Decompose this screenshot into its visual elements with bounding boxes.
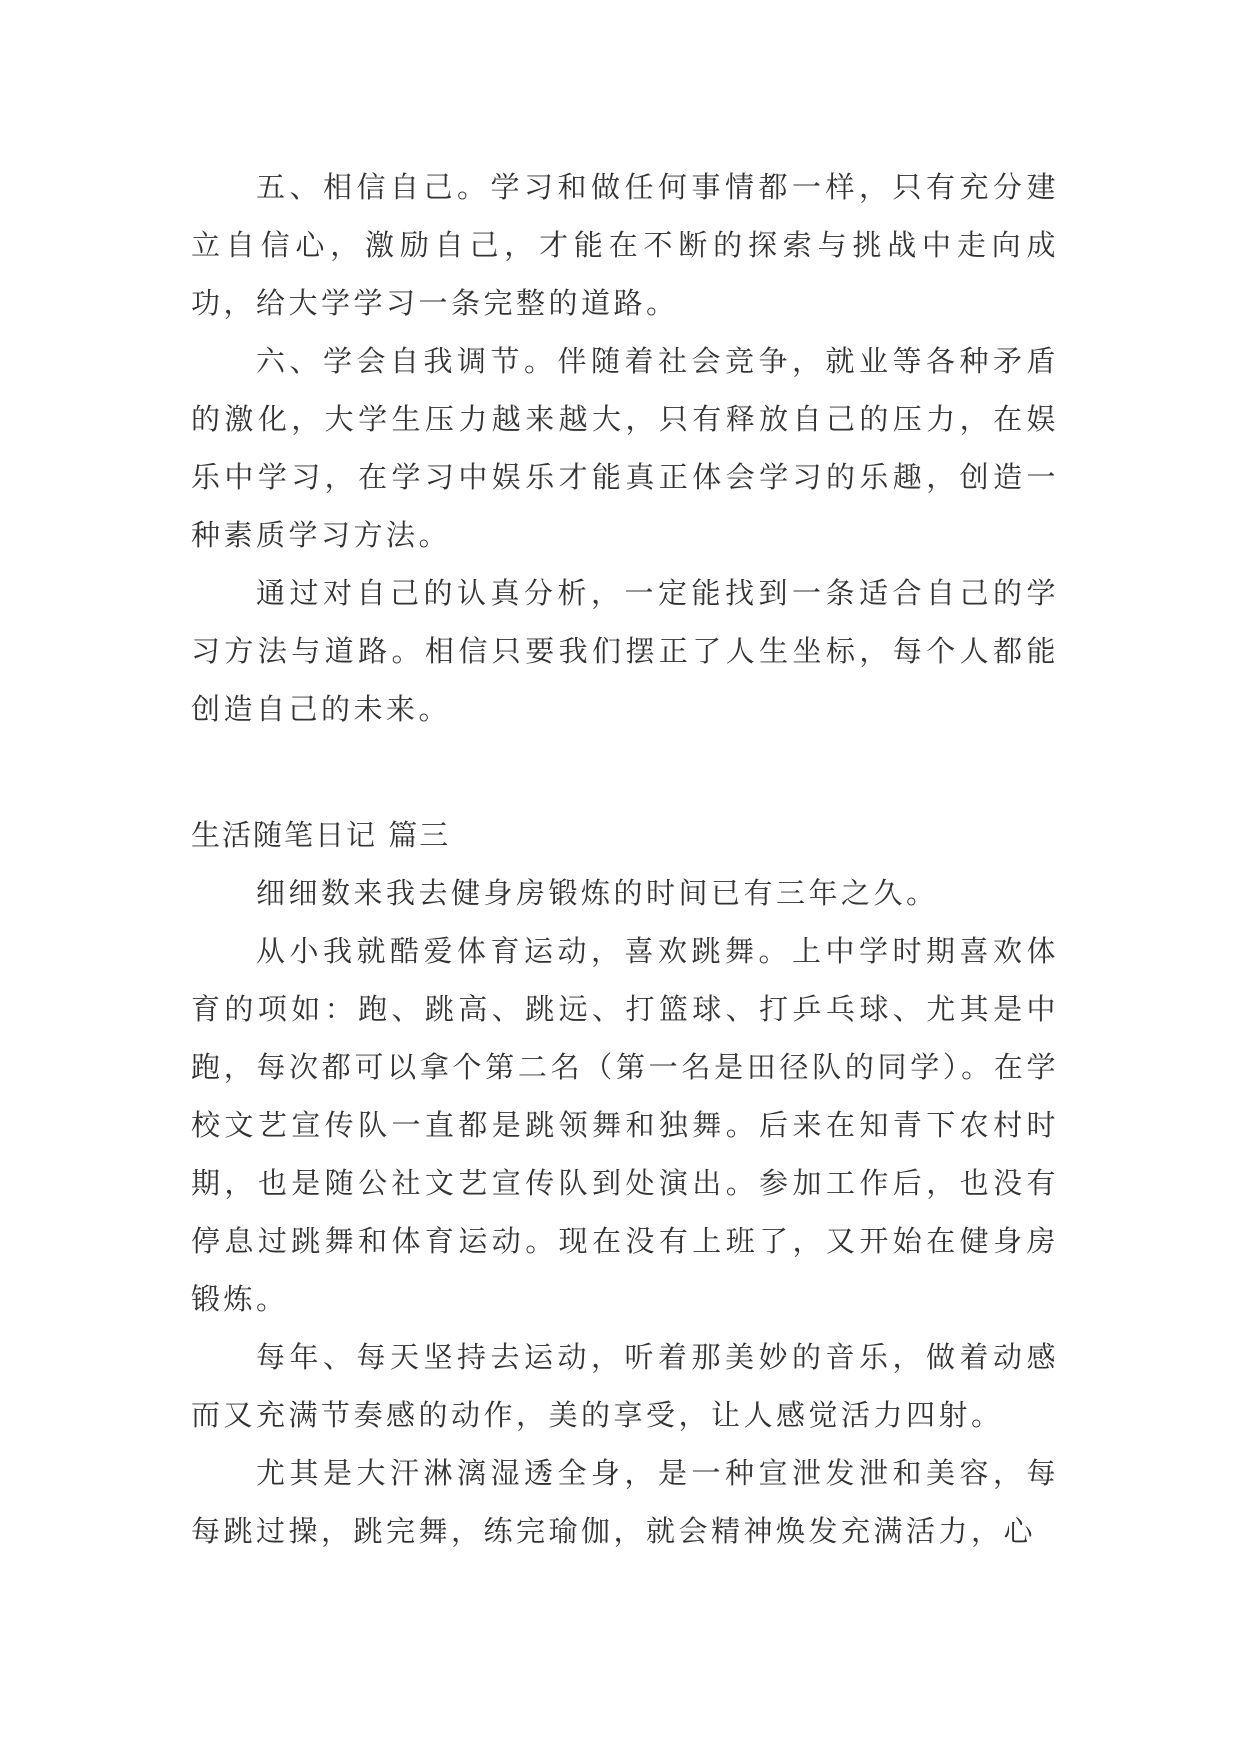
paragraph-self-confidence: 五、相信自己。学习和做任何事情都一样，只有充分建立自信心，激励自己，才能在不断的探索与挑战中走向成功，给大学学习一条完整的道路。 <box>191 170 1059 320</box>
paragraph-conclusion: 通过对自己的认真分析，一定能找到一条适合自己的学习方法与道路。相信只要我们摆正了人生坐标，每个人都能创造自己的未来。 <box>191 576 1059 726</box>
paragraph-daily-exercise: 每年、每天坚持去运动，听着那美妙的音乐，做着动感而又充满节奏感的动作，美的享受，让人感觉活力四射。 <box>191 1340 1059 1432</box>
section-title: 生活随笔日记 篇三 <box>191 818 451 852</box>
paragraph-self-adjustment: 六、学会自我调节。伴随着社会竞争，就业等各种矛盾的激化，大学生压力越来越大，只有释放自己的压力，在娱乐中学习，在学习中娱乐才能真正体会学习的乐趣，创造一种素质学习方法。 <box>191 344 1059 552</box>
document-body <box>191 158 1059 1560</box>
paragraph-sweat-benefits: 尤其是大汗淋漓湿透全身，是一种宣泄发泄和美容，每每跳过操，跳完舞，练完瑜伽，就会精神焕发充满活力，心 <box>191 1456 1059 1548</box>
paragraph-gym-intro: 细细数来我去健身房锻炼的时间已有三年之久。 <box>256 876 939 910</box>
paragraph-sports-history: 从小我就酷爱体育运动，喜欢跳舞。上中学时期喜欢体育的项如：跑、跳高、跳远、打篮球、打乒乓球、尤其是中跑，每次都可以拿个第二名（第一名是田径队的同学）。在学校文艺宣传队一直都是跳领舞和独舞。后来在知青下农村时期，也是随公社文艺宣传队到处演出。参加工作后，也没有停息过跳舞和体育运动。现在没有上班了，又开始在健身房锻炼。 <box>191 934 1059 1316</box>
